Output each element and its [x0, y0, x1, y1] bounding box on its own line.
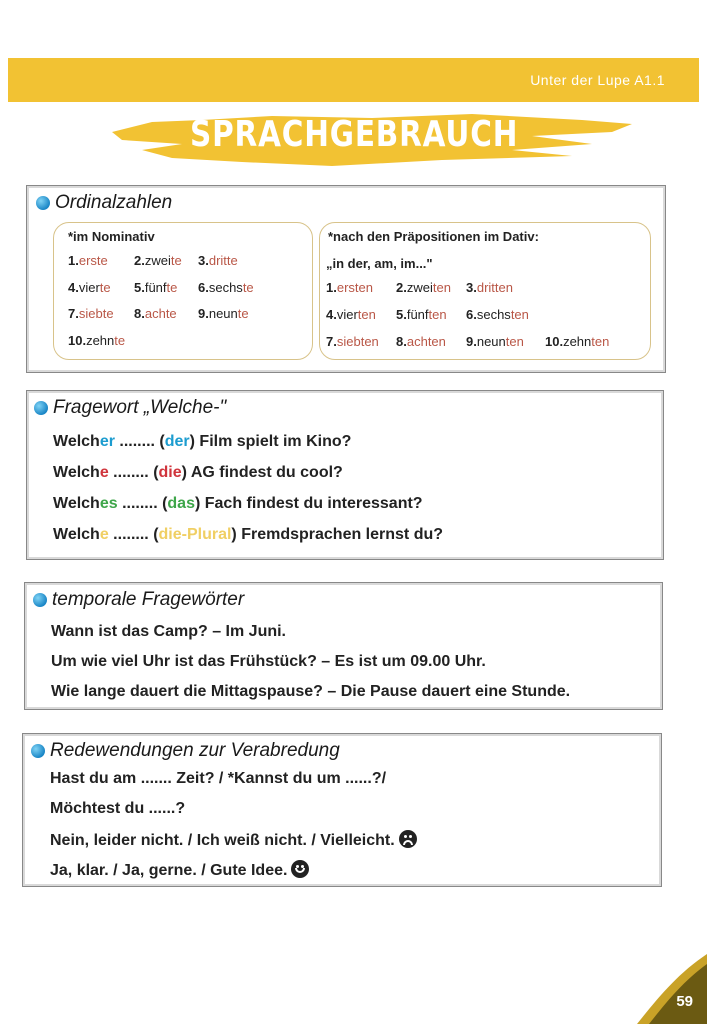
- page-title: SPRACHGEBRAUCH: [190, 114, 519, 155]
- temporal-line: Um wie viel Uhr ist das Frühstück? – Es ist um 09.00 Uhr.: [51, 653, 486, 670]
- verabredung-section: [22, 733, 662, 887]
- verabredung-heading: Redewendungen zur Verabredung: [31, 740, 340, 762]
- ordinal-dativ-item: 8.achten: [396, 334, 446, 349]
- ordinal-nominativ-item: 3.dritte: [198, 253, 238, 268]
- welche-section: [26, 390, 664, 560]
- bullet-icon: [36, 196, 50, 210]
- ordinal-dativ-item: 9.neunten: [466, 334, 524, 349]
- ordinal-nominativ-item: 5.fünfte: [134, 280, 178, 295]
- ordinal-nominativ-item: 9.neunte: [198, 306, 249, 321]
- ordinal-section: [26, 185, 666, 373]
- ordinal-nominativ-item: 1.erste: [68, 253, 108, 268]
- verabredung-line: Ja, klar. / Ja, gerne. / Gute Idee.: [50, 860, 309, 880]
- dativ-subtitle: „in der, am, im...": [326, 256, 433, 271]
- verabredung-line: Nein, leider nicht. / Ich weiß nicht. / Vielleicht.: [50, 830, 417, 850]
- ordinal-nominativ-item: 8.achte: [134, 306, 177, 321]
- welche-line: Welche ........ (die-Plural) Fremdsprachen lernst du?: [53, 526, 444, 543]
- dativ-box: [319, 222, 651, 360]
- ordinal-dativ-item: 4.vierten: [326, 307, 376, 322]
- temporal-heading: temporale Fragewörter: [33, 589, 244, 611]
- ordinal-dativ-item: 2.zweiten: [396, 280, 451, 295]
- welche-heading: Fragewort „Welche-": [34, 397, 226, 419]
- ordinal-nominativ-item: 10.zehnte: [68, 333, 126, 348]
- ordinal-nominativ-item: 6.sechste: [198, 280, 254, 295]
- bullet-icon: [34, 401, 48, 415]
- welche-line: Welche ........ (die) AG findest du cool?: [53, 464, 343, 481]
- ordinal-heading: Ordinalzahlen: [36, 192, 172, 214]
- verabredung-line: Möchtest du ......?: [50, 800, 186, 817]
- ordinal-dativ-item: 6.sechsten: [466, 307, 529, 322]
- temporal-section: [24, 582, 663, 710]
- ordinal-nominativ-item: 2.zweite: [134, 253, 182, 268]
- welche-line: Welcher ........ (der) Film spielt im Kino?: [53, 433, 352, 450]
- nominativ-title: *im Nominativ: [68, 229, 155, 244]
- welche-line: Welches ........ (das) Fach findest du interessant?: [53, 495, 423, 512]
- series-title: Unter der Lupe A1.1: [530, 72, 665, 88]
- verabredung-line: Hast du am ....... Zeit? / *Kannst du um ......?/: [50, 770, 387, 787]
- ordinal-dativ-item: 10.zehnten: [545, 334, 610, 349]
- ordinal-dativ-item: 3.dritten: [466, 280, 513, 295]
- nominativ-box: [53, 222, 313, 360]
- dativ-title: *nach den Präpositionen im Dativ:: [328, 229, 539, 244]
- temporal-line: Wie lange dauert die Mittagspause? – Die Pause dauert eine Stunde.: [51, 683, 571, 700]
- ordinal-dativ-item: 7.siebten: [326, 334, 379, 349]
- page-number: 59: [676, 993, 693, 1010]
- ordinal-nominativ-item: 7.siebte: [68, 306, 114, 321]
- temporal-line: Wann ist das Camp? – Im Juni.: [51, 623, 286, 640]
- sad-face-icon: [399, 830, 417, 848]
- header-band: [8, 58, 699, 102]
- ordinal-dativ-item: 1.ersten: [326, 280, 373, 295]
- bullet-icon: [31, 744, 45, 758]
- ordinal-nominativ-item: 4.vierte: [68, 280, 111, 295]
- bullet-icon: [33, 593, 47, 607]
- page-corner: [637, 954, 707, 1024]
- ordinal-dativ-item: 5.fünften: [396, 307, 447, 322]
- happy-face-icon: [291, 860, 309, 878]
